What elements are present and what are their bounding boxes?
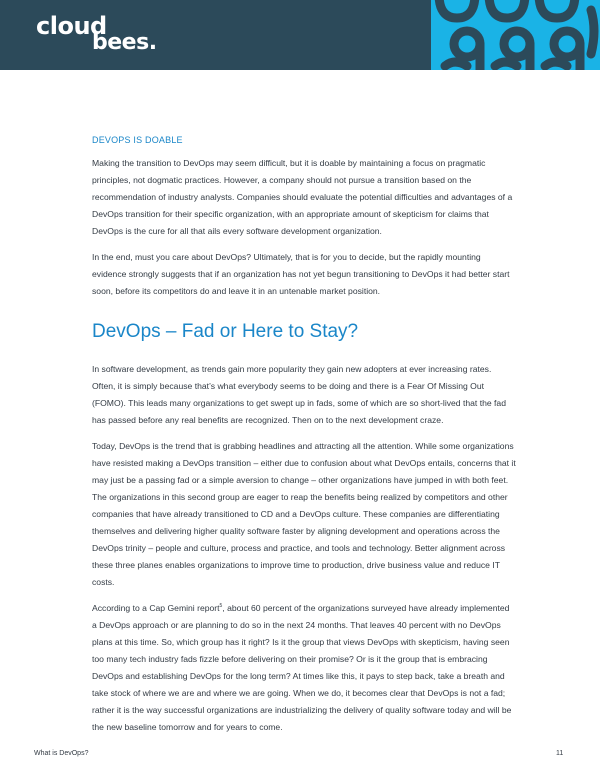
cloudbees-swirl-pattern-icon [431,0,600,70]
paragraph-text: According to a Cap Gemini report [92,603,220,613]
paragraph: Making the transition to DevOps may seem difficult, but it is doable by maintaining a focus on pragmatic principles, not dogmatic practices. However, a company should not pursue a transition based on the recommendation of industry analysts. Companies should evaluate the potential difficulties and advantages of a DevOps transition for their specific organization, with an appropriate amount of skepticism for claims that DevOps is the cure for all that ails every software development organization. [92,158,513,236]
paragraph: In the end, must you care about DevOps? Ultimately, that is for you to decide, but the rapidly mounting evidence strongly suggests that if an organization has not yet begun transitioning to DevOps it had better start soon, before its competitors do and leave it in an untenable market position. [92,252,510,296]
paragraph: In software development, as trends gain more popularity they gain new adopters at ever increasing rates. Often, it is simply because that’s what everybody seems to be doing and there is a Fear Of Missing Out (FOMO). This leads many organizations to get swept up in fads, some of which are so short-lived that the fad has passed before any real benefits are recognized. Then on to the next development craze. [92,364,506,425]
footer-page-number: 11 [556,750,564,757]
cloudbees-logo [36,14,157,54]
page-content [92,135,516,736]
logo-text-cloud: cloud [36,12,107,40]
logo-text-bees: bees [92,30,149,55]
footer-doc-title: What is DevOps? [34,750,89,757]
logo-dot: . [148,30,157,55]
article-heading: DevOps – Fad or Here to Stay? [92,321,359,342]
paragraph [92,600,516,736]
paragraph-text: , about 60 percent of the organizations surveyed have already implemented a DevOps approach or are planning to do so in the next 24 months. That leaves 40 percent with no DevOps plans at this time. So, which group has it right? Is it the group that views DevOps with skepticism, having seen too many tech industry fads fizzle before delivering on their promise? Or is it the group that is embracing DevOps and establishing DevOps for the long term? At times like this, it pays to step back, take a breath and take stock of where we are and where we are going. When we do, it becomes clear that DevOps is not a fad; rather it is the way successful organizations are industrializing the delivery of quality software today and will be the new baseline tomorrow and for years to come. [92,603,512,732]
section-eyebrow: DEVOPS IS DOABLE [92,135,183,145]
header-band [0,0,600,70]
paragraph: Today, DevOps is the trend that is grabbing headlines and attracting all the attention. While some organizations have resisted making a DevOps transition – either due to confusion about what DevOps entails, concerns that it may just be a passing fad or a simple aversion to change – other organizations have jumped in with both feet. The organizations in this second group are eager to reap the benefits being realized by competitors and other companies that have already transitioned to CD and a DevOps culture. These companies are differentiating themselves and delivering higher quality software faster by aligning development and operations across the DevOps trinity – people and culture, process and practice, and tools and technology. Better alignment across these three planes enables organizations to improve time to production, drive business value and reduce IT costs. [92,441,516,587]
footnote-reference: 5 [219,603,223,610]
